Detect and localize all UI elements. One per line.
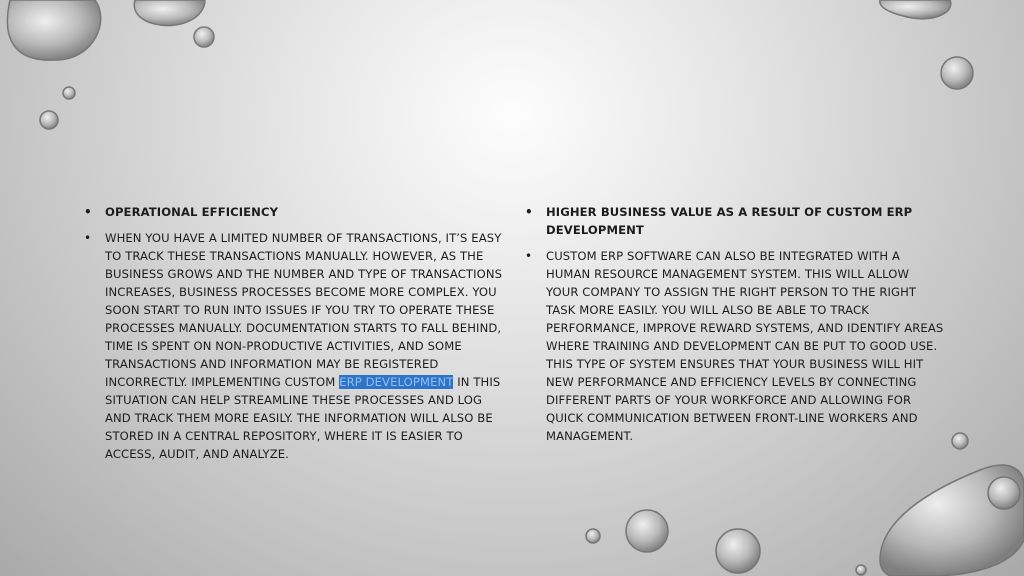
droplet [63,87,75,99]
right-column [525,203,945,453]
droplet [880,0,951,19]
right-heading: • HIGHER BUSINESS VALUE AS A RESULT OF CUSTOM ERP DEVELOPMENT [525,203,945,239]
droplet [941,57,973,89]
droplet [7,0,100,60]
droplet [988,477,1020,509]
droplet [716,529,760,573]
left-paragraph-text-2: IN THIS SITUATION CAN HELP STREAMLINE THESE PROCESSES AND LOG AND TRACK THEM MORE EASILY. THE INFORMATION WILL ALSO BE STORED IN A CENTRAL REPOSITORY, WHERE IT IS EASIER TO ACCESS, AUDIT, AND ANALYZE. [105,375,501,461]
left-column [84,203,504,471]
right-paragraph: • CUSTOM ERP SOFTWARE CAN ALSO BE INTEGRATED WITH A HUMAN RESOURCE MANAGEMENT SYSTEM. THIS WILL ALLOW YOUR COMPANY TO ASSIGN THE RIGHT PERSON TO THE RIGHT TASK MORE EASILY. YOU WILL ALSO BE ABLE TO TRACK PERFORMANCE, IMPROVE REWARD SYSTEMS, AND IDENTIFY AREAS WHERE TRAINING AND DEVELOPMENT CAN BE PUT TO GOOD USE. THIS TYPE OF SYSTEM ENSURES THAT YOUR BUSINESS WILL HIT NEW PERFORMANCE AND EFFICIENCY LEVELS BY CONNECTING DIFFERENT PARTS OF YOUR WORKFORCE AND ALLOWING FOR QUICK COMMUNICATION BETWEEN FRONT-LINE WORKERS AND MANAGEMENT. [525,247,945,445]
droplet [586,529,600,543]
droplet [856,565,866,575]
left-heading: • OPERATIONAL EFFICIENCY [84,203,504,221]
droplet [194,27,214,47]
droplet [40,111,58,129]
erp-development-link[interactable]: ERP DEVELOPMENT [339,375,454,389]
left-paragraph-text-1: WHEN YOU HAVE A LIMITED NUMBER OF TRANSACTIONS, IT’S EASY TO TRACK THESE TRANSACTIONS MANUALLY. HOWEVER, AS THE BUSINESS GROWS AND THE NUMBER AND TYPE OF TRANSACTIONS INCREASES, BUSINESS PROCESSES BECOME MORE COMPLEX. YOU SOON START TO RUN INTO ISSUES IF YOU TRY TO OPERATE THESE PROCESSES MANUALLY. DOCUMENTATION STARTS TO FALL BEHIND, TIME IS SPENT ON NON-PRODUCTIVE ACTIVITIES, AND SOME TRANSACTIONS AND INFORMATION MAY BE REGISTERED INCORRECTLY. IMPLEMENTING CUSTOM [105,231,503,389]
droplet [952,433,968,449]
left-paragraph [84,229,504,463]
droplet [134,0,205,26]
droplet [626,510,668,552]
